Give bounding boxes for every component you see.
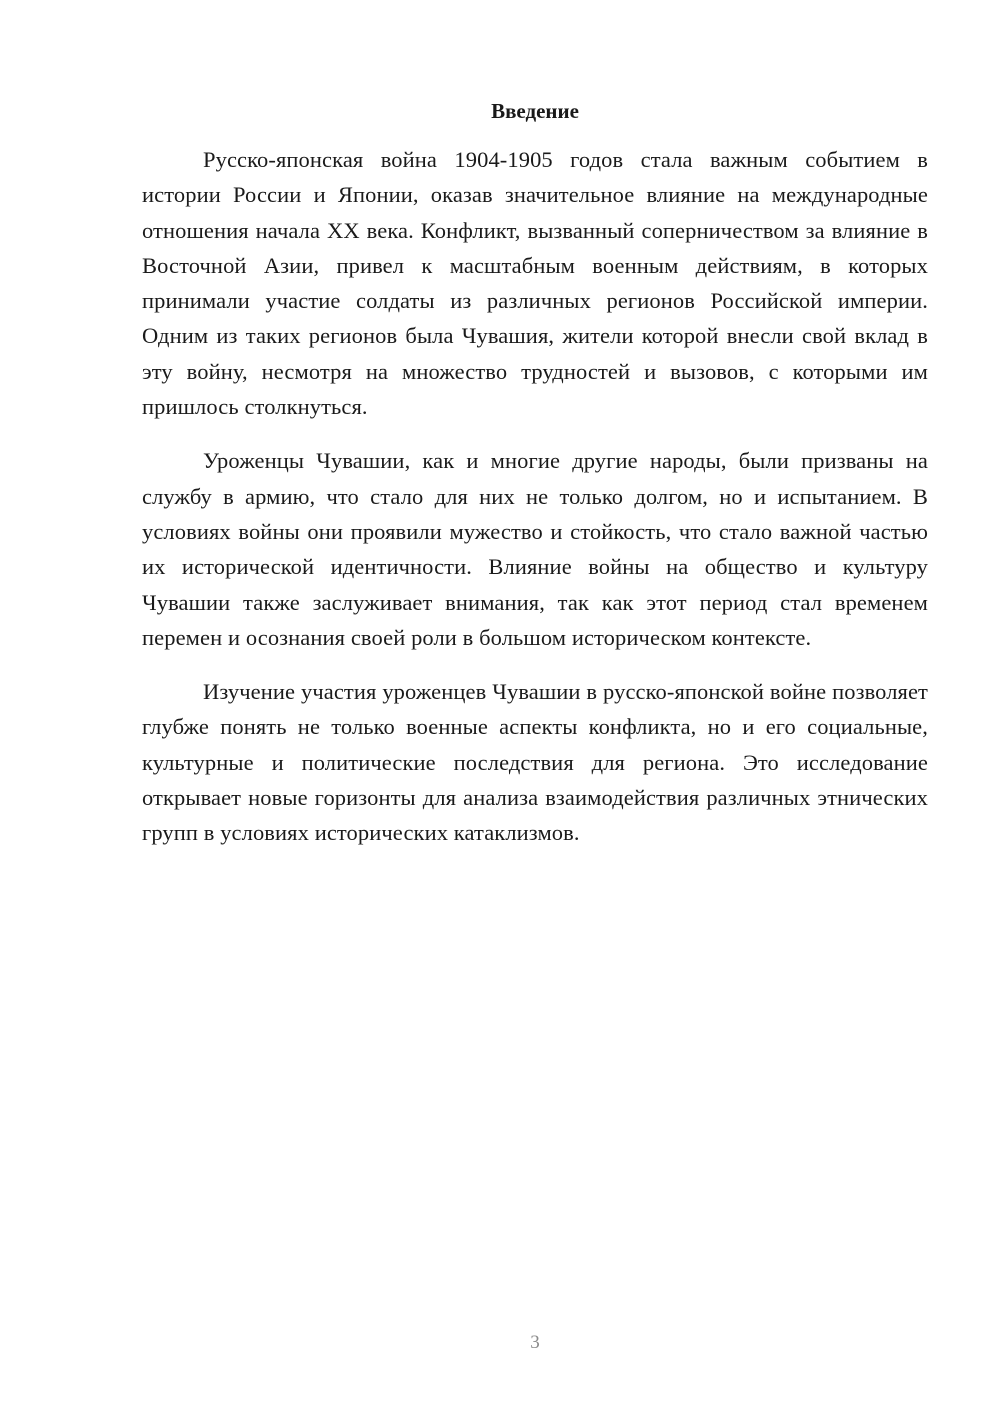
page-title: Введение [491, 99, 579, 123]
page-number: 3 [530, 1332, 540, 1353]
paragraph: Изучение участия уроженцев Чувашии в русско-японской войне позволяет глубже понять не только военные аспекты конфликта, но и его социальные, культурные и политические последствия для региона. Это исследование открывает новые горизонты для анализа взаимодействия различных этнических групп в условиях исторических катаклизмов. [142, 679, 928, 846]
paragraph: Уроженцы Чувашии, как и многие другие народы, были призваны на службу в армию, что стало для них не только долгом, но и испытанием. В условиях войны они проявили мужество и стойкость, что стало важной частью их исторической идентичности. Влияние войны на общество и культуру Чувашии также заслуживает внимания, так как этот период стал временем перемен и осознания своей роли в большом историческом контексте. [142, 448, 928, 650]
body-text [142, 142, 928, 870]
paragraph: Русско-японская война 1904-1905 годов стала важным событием в истории России и Японии, оказав значительное влияние на международные отношения начала XX века. Конфликт, вызванный соперничеством за влияние в Восточной Азии, привел к масштабным военным действиям, в которых принимали участие солдаты из различных регионов Российской империи. Одним из таких регионов была Чувашия, жители которой внесли свой вклад в эту войну, несмотря на множество трудностей и вызовов, с которыми им пришлось столкнуться. [142, 147, 928, 420]
